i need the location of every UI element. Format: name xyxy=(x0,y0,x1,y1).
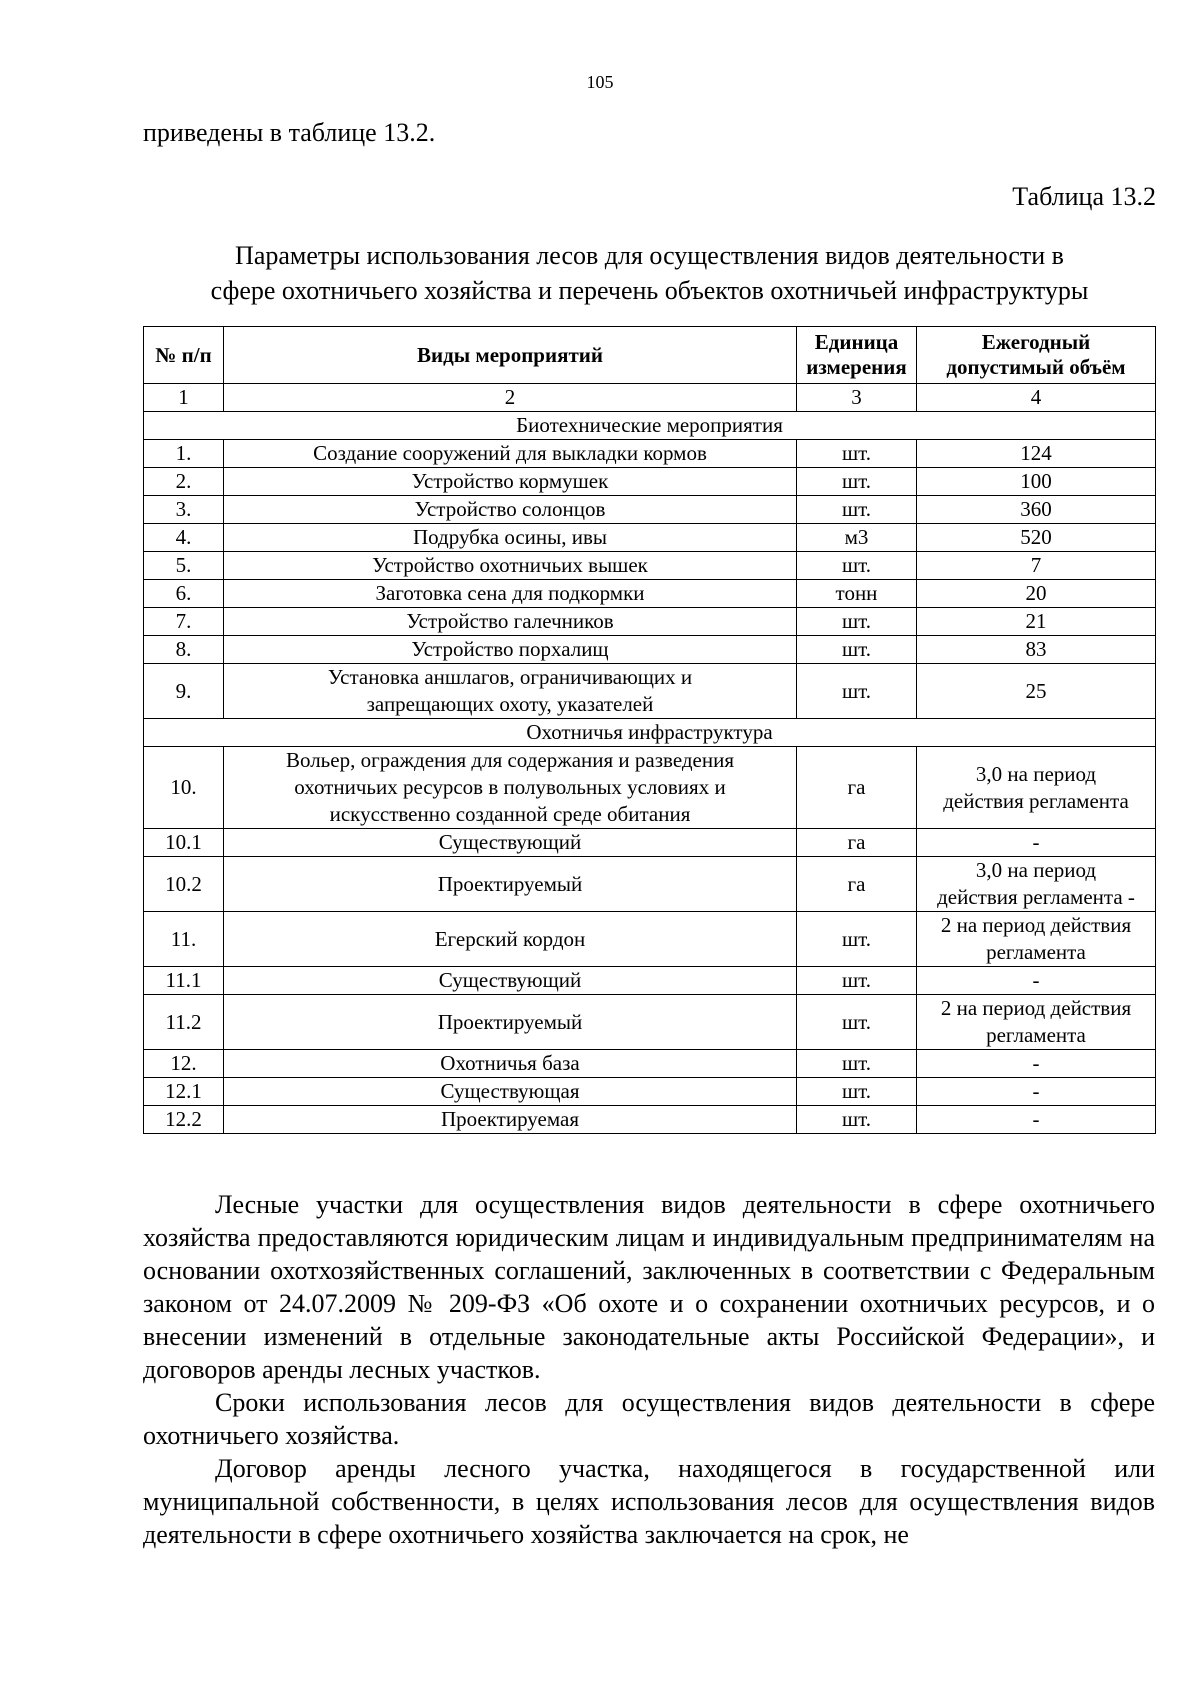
row-number: 12.2 xyxy=(144,1106,224,1134)
section-row xyxy=(144,412,1156,440)
row-unit: шт. xyxy=(797,664,917,719)
table-row xyxy=(144,636,1156,664)
row-activity xyxy=(224,1106,797,1134)
row-activity xyxy=(224,440,797,468)
row-unit: шт. xyxy=(797,636,917,664)
row-volume-line: - xyxy=(1032,1107,1040,1131)
row-activity-line: Установка аншлагов, ограничивающих и xyxy=(327,665,693,689)
row-volume xyxy=(917,608,1156,636)
row-volume-line: 124 xyxy=(1020,441,1052,465)
row-activity xyxy=(224,664,797,719)
row-volume xyxy=(917,857,1156,912)
row-number: 11.1 xyxy=(144,967,224,995)
row-unit: га xyxy=(797,747,917,829)
row-volume-line: 3,0 на период xyxy=(975,761,1097,786)
row-volume-line: 21 xyxy=(1025,609,1047,633)
row-activity-line: Устройство охотничьих вышек xyxy=(372,553,648,577)
row-unit: шт. xyxy=(797,967,917,995)
header-volume xyxy=(917,327,1156,384)
row-number: 6. xyxy=(144,580,224,608)
table-row xyxy=(144,1050,1156,1078)
table-row xyxy=(144,747,1156,829)
row-unit: тонн xyxy=(797,580,917,608)
column-number: 1 xyxy=(144,384,224,412)
row-unit: шт. xyxy=(797,440,917,468)
row-number: 12.1 xyxy=(144,1078,224,1106)
table-header-row xyxy=(144,327,1156,384)
row-activity-line: Охотничья база xyxy=(440,1051,580,1075)
row-volume-line: - xyxy=(1032,830,1040,854)
row-volume xyxy=(917,440,1156,468)
row-number: 5. xyxy=(144,552,224,580)
row-volume-line: 7 xyxy=(1030,553,1042,577)
row-activity-line: Устройство порхалищ xyxy=(411,637,609,661)
row-volume-line: 20 xyxy=(1025,581,1047,605)
row-activity-line: Устройство галечников xyxy=(406,609,614,633)
row-activity xyxy=(224,857,797,912)
lead-line: приведены в таблице 13.2. xyxy=(143,118,436,147)
table-title xyxy=(143,238,1156,308)
row-number: 10. xyxy=(144,747,224,829)
row-unit: шт. xyxy=(797,912,917,967)
row-volume-line: регламента xyxy=(986,1023,1086,1047)
row-unit: шт. xyxy=(797,1078,917,1106)
row-number: 2. xyxy=(144,468,224,496)
row-number: 10.1 xyxy=(144,829,224,857)
row-activity xyxy=(224,747,797,829)
row-volume xyxy=(917,1106,1156,1134)
table-row xyxy=(144,995,1156,1050)
column-number: 3 xyxy=(797,384,917,412)
table-row xyxy=(144,496,1156,524)
row-activity xyxy=(224,496,797,524)
row-activity-line: Заготовка сена для подкормки xyxy=(375,581,645,605)
row-volume xyxy=(917,1078,1156,1106)
row-unit: шт. xyxy=(797,496,917,524)
row-activity-line: Устройство солонцов xyxy=(414,497,606,521)
row-number: 10.2 xyxy=(144,857,224,912)
row-activity xyxy=(224,524,797,552)
row-activity xyxy=(224,967,797,995)
row-unit: га xyxy=(797,857,917,912)
row-unit: га xyxy=(797,829,917,857)
parameters-table xyxy=(143,326,1156,1134)
row-volume-line: 360 xyxy=(1020,497,1052,521)
row-volume xyxy=(917,580,1156,608)
table-row xyxy=(144,1078,1156,1106)
row-activity xyxy=(224,1050,797,1078)
row-activity xyxy=(224,829,797,857)
row-volume xyxy=(917,524,1156,552)
row-volume-line: действия регламента xyxy=(943,788,1129,813)
row-number: 12. xyxy=(144,1050,224,1078)
row-volume xyxy=(917,552,1156,580)
table-row xyxy=(144,912,1156,967)
row-activity-line: Проектируемая xyxy=(441,1107,579,1131)
row-unit: шт. xyxy=(797,608,917,636)
row-number: 9. xyxy=(144,664,224,719)
row-activity-line: Существующая xyxy=(440,1079,580,1103)
paragraph: Договор аренды лесного участка, находящегося в государственной или муниципальной собственности, в целях использования лесов для осуществления видов деятельности в сфере охотничьего хозяйства заключается на срок, не xyxy=(143,1454,1155,1549)
row-activity xyxy=(224,608,797,636)
row-number: 11.2 xyxy=(144,995,224,1050)
row-activity-line: Устройство кормушек xyxy=(411,469,609,493)
table-row xyxy=(144,829,1156,857)
paragraph: Лесные участки для осуществления видов деятельности в сфере охотничьего хозяйства предоставляются юридическим лицам и индивидуальным предпринимателям на основании охотхозяйственных соглашений, заключенных в соответствии с Федеральным законом от 24.07.2009 № 209-ФЗ «Об охоте и о сохранении охотничьих ресурсов, и о внесении изменений в отдельные законодательные акты Российской Федерации», и договоров аренды лесных участков. xyxy=(143,1190,1155,1384)
row-unit: шт. xyxy=(797,1050,917,1078)
row-activity-line: Проектируемый xyxy=(437,871,583,896)
row-activity-line: запрещающих охоту, указателей xyxy=(366,692,654,716)
row-volume xyxy=(917,995,1156,1050)
page-number: 105 xyxy=(586,72,614,92)
header-num: № п/п xyxy=(144,327,224,384)
body-text xyxy=(143,1188,1155,1551)
table-body xyxy=(144,412,1156,1134)
row-volume-line: регламента xyxy=(986,940,1086,964)
row-number: 4. xyxy=(144,524,224,552)
row-volume-line: 2 на период действия xyxy=(940,913,1132,937)
table-row xyxy=(144,468,1156,496)
row-number: 3. xyxy=(144,496,224,524)
row-number: 7. xyxy=(144,608,224,636)
row-activity-line: Егерский кордон xyxy=(434,926,586,951)
row-activity-line: Создание сооружений для выкладки кормов xyxy=(313,441,707,465)
table-row xyxy=(144,857,1156,912)
table-row xyxy=(144,967,1156,995)
row-unit: шт. xyxy=(797,468,917,496)
row-volume-line: - xyxy=(1032,968,1040,992)
table-row xyxy=(144,608,1156,636)
row-activity xyxy=(224,580,797,608)
row-volume xyxy=(917,1050,1156,1078)
table-row xyxy=(144,1106,1156,1134)
header-unit xyxy=(797,327,917,384)
row-activity xyxy=(224,1078,797,1106)
table-row xyxy=(144,524,1156,552)
row-activity xyxy=(224,468,797,496)
row-volume xyxy=(917,496,1156,524)
row-activity-line: искусственно созданной среде обитания xyxy=(329,802,691,826)
row-volume-line: - xyxy=(1032,1079,1040,1103)
header-volume-line: допустимый объём xyxy=(946,355,1126,379)
column-number: 2 xyxy=(224,384,797,412)
table-row xyxy=(144,552,1156,580)
section-title: Охотничья инфраструктура xyxy=(144,719,1156,747)
row-number: 11. xyxy=(144,912,224,967)
row-volume-line: действия регламента - xyxy=(937,885,1135,909)
row-unit: шт. xyxy=(797,1106,917,1134)
header-unit-line: измерения xyxy=(806,355,907,379)
table-row xyxy=(144,440,1156,468)
row-volume xyxy=(917,912,1156,967)
row-volume xyxy=(917,664,1156,719)
row-unit: шт. xyxy=(797,995,917,1050)
row-volume xyxy=(917,829,1156,857)
row-unit: м3 xyxy=(797,524,917,552)
row-volume-line: 100 xyxy=(1020,469,1052,493)
header-unit-line: Единица xyxy=(814,330,899,354)
header-volume-line: Ежегодный xyxy=(981,330,1091,354)
row-activity xyxy=(224,552,797,580)
row-volume-line: 83 xyxy=(1025,637,1047,661)
row-activity-line: Существующий xyxy=(438,968,582,992)
row-volume-line: 520 xyxy=(1020,525,1052,549)
table-row xyxy=(144,664,1156,719)
row-activity-line: Вольер, ограждения для содержания и разведения xyxy=(285,748,735,772)
row-activity-line: Существующий xyxy=(438,830,582,854)
row-activity xyxy=(224,636,797,664)
row-volume xyxy=(917,747,1156,829)
row-volume-line: 3,0 на период xyxy=(975,858,1097,882)
section-title: Биотехнические мероприятия xyxy=(144,412,1156,440)
row-activity-line: Проектируемый xyxy=(437,1009,583,1034)
row-activity xyxy=(224,912,797,967)
row-number: 8. xyxy=(144,636,224,664)
row-number: 1. xyxy=(144,440,224,468)
section-row xyxy=(144,719,1156,747)
row-activity-line: Подрубка осины, ивы xyxy=(412,525,608,549)
table-caption: Таблица 13.2 xyxy=(1012,182,1156,211)
table-row xyxy=(144,580,1156,608)
row-activity xyxy=(224,995,797,1050)
header-activity: Виды мероприятий xyxy=(224,327,797,384)
row-volume-line: 25 xyxy=(1025,678,1047,703)
row-volume-line: 2 на период действия xyxy=(940,996,1132,1020)
table-title-line: сфере охотничьего хозяйства и перечень объектов охотничьей инфраструктуры xyxy=(210,276,1089,305)
row-volume xyxy=(917,967,1156,995)
table-title-line: Параметры использования лесов для осуществления видов деятельности в xyxy=(235,241,1064,270)
row-activity-line: охотничьих ресурсов в полувольных условиях и xyxy=(294,775,726,799)
column-number: 4 xyxy=(917,384,1156,412)
row-volume xyxy=(917,468,1156,496)
row-volume-line: - xyxy=(1032,1051,1040,1075)
column-number-row xyxy=(144,384,1156,412)
row-volume xyxy=(917,636,1156,664)
row-unit: шт. xyxy=(797,552,917,580)
paragraph: Сроки использования лесов для осуществления видов деятельности в сфере охотничьего хозяйства. xyxy=(143,1388,1155,1450)
